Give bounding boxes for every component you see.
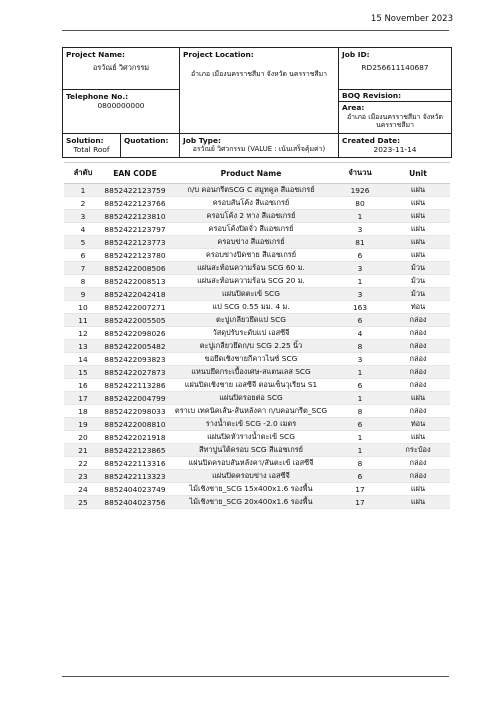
cell-index: 7 (64, 262, 102, 275)
cell-ean-code: 8852422098026 (102, 327, 168, 340)
cell-quantity: 3 (334, 262, 386, 275)
cell-index: 15 (64, 366, 102, 379)
job-id-value: RD256611140687 (361, 63, 429, 73)
cell-unit: แผ่น (386, 392, 450, 405)
boq-area-cell (339, 90, 452, 134)
cell-ean-code: 8852422123865 (102, 444, 168, 457)
cell-product-name: แหนบยึดกระเบื้องเศษ-สแตนเลส SCG (168, 366, 334, 379)
cell-quantity: 6 (334, 418, 386, 431)
bottom-divider (62, 676, 449, 677)
cell-quantity: 1 (334, 210, 386, 223)
cell-ean-code: 8852422098033 (102, 405, 168, 418)
table-row (64, 405, 450, 418)
area-label: Area: (342, 103, 365, 113)
cell-index: 20 (64, 431, 102, 444)
cell-quantity: 1 (334, 431, 386, 444)
project-location-cell (180, 48, 339, 134)
cell-product-name: แผ่นปิดเชิงชาย เอสซีจี ตอนเซ็นวุเรียน S1 (168, 379, 334, 392)
cell-index: 17 (64, 392, 102, 405)
table-row (64, 431, 450, 444)
product-table (64, 162, 450, 509)
project-location-value: อำเภอ เมืองนครราชสีมา จังหวัด นครราชสีมา (190, 70, 328, 79)
col-header-product: Product Name (168, 163, 334, 184)
cell-index: 18 (64, 405, 102, 418)
quotation-cell (121, 134, 180, 158)
cell-ean-code: 8852422005482 (102, 340, 168, 353)
job-type-cell (180, 134, 339, 158)
cell-index: 4 (64, 223, 102, 236)
cell-ean-code: 8852422005505 (102, 314, 168, 327)
cell-unit: แผ่น (386, 236, 450, 249)
table-row (64, 184, 450, 197)
table-row (64, 223, 450, 236)
table-row (64, 483, 450, 496)
cell-product-name: ตะปูเกลียวยึดแป SCG (168, 314, 334, 327)
cell-ean-code: 8852422113323 (102, 470, 168, 483)
cell-unit: แผ่น (386, 184, 450, 197)
table-row (64, 327, 450, 340)
solution-value: Total Roof (73, 145, 110, 155)
solution-label: Solution: (66, 136, 104, 145)
cell-unit: กล่อง (386, 457, 450, 470)
cell-quantity: 8 (334, 457, 386, 470)
cell-unit: กล่อง (386, 366, 450, 379)
cell-unit: กล่อง (386, 405, 450, 418)
table-row (64, 457, 450, 470)
cell-product-name: แผ่นปิดครอบสันหลังคา/สันตะเข้ เอสซีจี (168, 457, 334, 470)
cell-product-name: แผ่นปิดหัวรางน้ำตะเข้ SCG (168, 431, 334, 444)
cell-ean-code: 8852422004799 (102, 392, 168, 405)
project-name-value: อรวัณย์ วิศวกรรม (92, 63, 150, 73)
cell-ean-code: 8852422113286 (102, 379, 168, 392)
job-type-value: อรวัณย์ วิศวกรรม (VALUE : เน้นเสร็จคุ้มค่า) (192, 145, 326, 154)
cell-index: 5 (64, 236, 102, 249)
cell-unit: ท่อน (386, 301, 450, 314)
cell-index: 11 (64, 314, 102, 327)
cell-ean-code: 8852422123766 (102, 197, 168, 210)
cell-index: 3 (64, 210, 102, 223)
cell-index: 13 (64, 340, 102, 353)
cell-ean-code: 8852422123810 (102, 210, 168, 223)
cell-ean-code: 8852422008513 (102, 275, 168, 288)
cell-index: 6 (64, 249, 102, 262)
cell-quantity: 6 (334, 249, 386, 262)
cell-unit: แผ่น (386, 496, 450, 509)
cell-quantity: 1 (334, 275, 386, 288)
cell-quantity: 6 (334, 470, 386, 483)
cell-quantity: 80 (334, 197, 386, 210)
cell-product-name: สีทาปูนใต้ครอบ SCG สีแอชเกรย์ (168, 444, 334, 457)
cell-product-name: ตะปูเกลียวยึดก/บ SCG 2.25 นิ้ว (168, 340, 334, 353)
cell-unit: แผ่น (386, 210, 450, 223)
cell-ean-code: 8852422123780 (102, 249, 168, 262)
cell-index: 23 (64, 470, 102, 483)
cell-product-name: วัสดุปรับระดับแป เอสซีจี (168, 327, 334, 340)
created-date-label: Created Date: (342, 136, 401, 145)
cell-product-name: รางน้ำตะเข้ SCG -2.0 เมตร (168, 418, 334, 431)
project-location-label: Project Location: (183, 50, 254, 59)
table-row (64, 496, 450, 509)
cell-index: 12 (64, 327, 102, 340)
cell-unit: กล่อง (386, 314, 450, 327)
table-row (64, 353, 450, 366)
cell-ean-code: 8852422007271 (102, 301, 168, 314)
cell-product-name: ไม้เชิงชาย_SCG 20x400x1.6 รองพื้น (168, 496, 334, 509)
cell-index: 24 (64, 483, 102, 496)
cell-quantity: 81 (334, 236, 386, 249)
table-row (64, 379, 450, 392)
area-value: อำเภอ เมืองนครราชสีมา จังหวัด นครราชสีมา (347, 112, 444, 130)
cell-unit: กล่อง (386, 340, 450, 353)
cell-quantity: 1926 (334, 184, 386, 197)
cell-index: 10 (64, 301, 102, 314)
cell-product-name: ก/บ คอนกรีตSCG C สมูทคูล สีแอชเกรย์ (168, 184, 334, 197)
cell-unit: กระป๋อง (386, 444, 450, 457)
cell-index: 9 (64, 288, 102, 301)
cell-quantity: 8 (334, 340, 386, 353)
cell-unit: กล่อง (386, 353, 450, 366)
cell-unit: ม้วน (386, 262, 450, 275)
table-row (64, 197, 450, 210)
cell-index: 25 (64, 496, 102, 509)
cell-quantity: 1 (334, 366, 386, 379)
cell-quantity: 3 (334, 223, 386, 236)
cell-unit: แผ่น (386, 249, 450, 262)
cell-product-name: แผ่นปิดตะเข้ SCG (168, 288, 334, 301)
cell-ean-code: 8852422008810 (102, 418, 168, 431)
cell-unit: แผ่น (386, 223, 450, 236)
project-info-table (62, 47, 452, 158)
cell-quantity: 163 (334, 301, 386, 314)
cell-ean-code: 8852404023749 (102, 483, 168, 496)
table-row (64, 444, 450, 457)
cell-index: 22 (64, 457, 102, 470)
table-row (64, 366, 450, 379)
boq-revision-label: BOQ Revision: (342, 91, 402, 100)
cell-product-name: ครอบข่าง สีแอชเกรย์ (168, 236, 334, 249)
document-date: 15 November 2023 (370, 14, 453, 24)
cell-ean-code: 8852422008506 (102, 262, 168, 275)
cell-product-name: ครอบข่างปิดชาย สีแอชเกรย์ (168, 249, 334, 262)
table-row (64, 288, 450, 301)
top-divider (62, 30, 449, 31)
cell-ean-code: 8852422021918 (102, 431, 168, 444)
cell-ean-code: 8852422093823 (102, 353, 168, 366)
cell-ean-code: 8852422123797 (102, 223, 168, 236)
project-name-cell (63, 48, 180, 90)
solution-cell (63, 134, 121, 158)
telephone-label: Telephone No.: (66, 92, 129, 101)
cell-index: 1 (64, 184, 102, 197)
cell-unit: ม้วน (386, 288, 450, 301)
table-row (64, 314, 450, 327)
table-row (64, 392, 450, 405)
cell-ean-code: 8852422042418 (102, 288, 168, 301)
cell-quantity: 6 (334, 379, 386, 392)
cell-index: 8 (64, 275, 102, 288)
cell-index: 14 (64, 353, 102, 366)
cell-product-name: แผ่นสะท้อนความร้อน SCG 60 ม. (168, 262, 334, 275)
cell-product-name: ครอบสันโค้ง สีแอชเกรย์ (168, 197, 334, 210)
telephone-value: 0800000000 (97, 101, 145, 111)
cell-unit: กล่อง (386, 379, 450, 392)
cell-index: 21 (64, 444, 102, 457)
cell-quantity: 17 (334, 496, 386, 509)
cell-unit: ม้วน (386, 275, 450, 288)
product-table-body (64, 184, 450, 509)
cell-ean-code: 8852422123759 (102, 184, 168, 197)
cell-unit: กล่อง (386, 327, 450, 340)
cell-index: 2 (64, 197, 102, 210)
job-id-label: Job ID: (342, 50, 370, 59)
telephone-cell (63, 90, 180, 134)
cell-product-name: ครอบโค้ง 2 ทาง สีแอชเกรย์ (168, 210, 334, 223)
col-header-quantity: จำนวน (334, 163, 386, 184)
cell-product-name: แผ่นสะท้อนความร้อน SCG 20 ม. (168, 275, 334, 288)
cell-product-name: แป SCG 0.55 มม. 4 ม. (168, 301, 334, 314)
cell-quantity: 3 (334, 353, 386, 366)
table-row (64, 249, 450, 262)
product-table-header (64, 163, 450, 184)
created-date-value: 2023-11-14 (373, 145, 417, 155)
created-date-cell (339, 134, 452, 158)
cell-quantity: 4 (334, 327, 386, 340)
job-id-cell (339, 48, 452, 90)
cell-unit: แผ่น (386, 197, 450, 210)
cell-unit: กล่อง (386, 470, 450, 483)
cell-quantity: 1 (334, 392, 386, 405)
cell-quantity: 6 (334, 314, 386, 327)
table-row (64, 210, 450, 223)
table-row (64, 262, 450, 275)
cell-ean-code: 8852422113316 (102, 457, 168, 470)
cell-index: 19 (64, 418, 102, 431)
table-row (64, 301, 450, 314)
cell-product-name: แผ่นปิดรอยต่อ SCG (168, 392, 334, 405)
quotation-label: Quotation: (124, 136, 169, 145)
cell-ean-code: 8852404023756 (102, 496, 168, 509)
cell-unit: แผ่น (386, 431, 450, 444)
cell-product-name: ครอบโค้งปิดจั่ว สีแอชเกรย์ (168, 223, 334, 236)
cell-product-name: แผ่นปิดครอบข่าง เอสซีจี (168, 470, 334, 483)
cell-quantity: 8 (334, 405, 386, 418)
col-header-unit: Unit (386, 163, 450, 184)
cell-quantity: 17 (334, 483, 386, 496)
table-row (64, 236, 450, 249)
job-type-label: Job Type: (183, 136, 221, 145)
cell-unit: ท่อน (386, 418, 450, 431)
cell-quantity: 3 (334, 288, 386, 301)
cell-product-name: ตราเบ เทคนิคเส้น-ส้นหลังคา ก/บคอนกรีต_SCG (168, 405, 334, 418)
cell-product-name: ขอยึดเชิงชายกีคาวไนซ์ SCG (168, 353, 334, 366)
cell-index: 16 (64, 379, 102, 392)
cell-ean-code: 8852422027873 (102, 366, 168, 379)
col-header-index: ลำดับ (64, 163, 102, 184)
table-row (64, 470, 450, 483)
cell-product-name: ไม้เชิงชาย_SCG 15x400x1.6 รองพื้น (168, 483, 334, 496)
cell-unit: แผ่น (386, 483, 450, 496)
project-name-label: Project Name: (66, 50, 126, 59)
col-header-ean: EAN CODE (102, 163, 168, 184)
cell-quantity: 1 (334, 444, 386, 457)
table-row (64, 418, 450, 431)
table-row (64, 340, 450, 353)
table-row (64, 275, 450, 288)
cell-ean-code: 8852422123773 (102, 236, 168, 249)
